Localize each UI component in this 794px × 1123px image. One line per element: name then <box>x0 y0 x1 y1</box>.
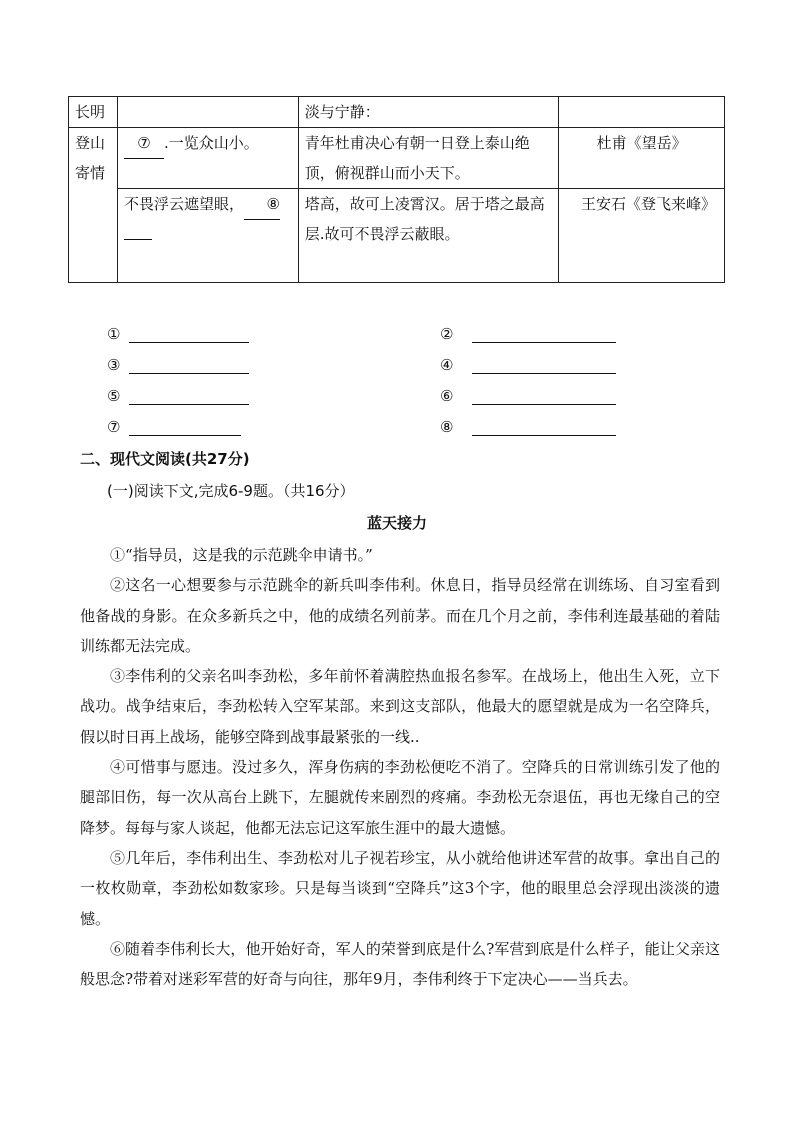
section-title: 二、现代文阅读(共27分) <box>80 450 250 468</box>
answer-item <box>440 415 616 439</box>
table-cell-meaning: 淡与宁静： <box>298 97 559 128</box>
fill-blank[interactable]: ⑧ <box>244 189 280 220</box>
answer-line[interactable] <box>472 326 616 343</box>
poetry-table <box>68 96 725 283</box>
answer-item <box>107 384 249 408</box>
table-cell-verse <box>117 128 298 189</box>
answer-line[interactable] <box>129 357 249 374</box>
article-body <box>80 540 720 994</box>
article-paragraph: ②这名一心想要参与示范跳伞的新兵叫李伟利。休息日，指导员经常在训练场、自习室看到他备战的身影。在众多新兵之中，他的成绩名列前茅。而在几个月之前，李伟利连最基础的着陆训练都无法完成。 <box>80 576 720 655</box>
verse-text: .一览众山小。 <box>163 134 259 152</box>
answer-line[interactable] <box>129 326 249 343</box>
table-cell-source <box>559 97 725 128</box>
table-cell-category: 长明 <box>69 97 118 128</box>
table-cell-source: 王安石《登飞来峰》 <box>559 189 725 283</box>
table-cell-verse <box>117 189 298 283</box>
article-paragraph: ⑤几年后，李伟利出生、李劲松对儿子视若珍宝，从小就给他讲述军营的故事。拿出自己的一枚枚勋章，李劲松如数家珍。只是每当谈到“空降兵”这3个字，他的眼里总会浮现出淡淡的遗憾。 <box>80 848 720 928</box>
answer-item <box>440 322 616 346</box>
answer-number: ⑦ <box>107 418 121 436</box>
answer-line[interactable] <box>472 388 616 405</box>
answer-line[interactable] <box>472 357 616 374</box>
table-cell-source: 杜甫《望岳》 <box>559 128 725 189</box>
fill-blank[interactable]: ⑦ <box>124 128 164 159</box>
answer-item <box>440 384 616 408</box>
answer-line[interactable] <box>472 419 616 436</box>
answer-number: ③ <box>107 356 121 374</box>
answer-number: ⑤ <box>107 387 121 405</box>
table-cell-meaning: 青年杜甫决心有朝一日登上泰山绝顶，俯视群山而小天下。 <box>298 128 559 189</box>
table-row <box>69 128 725 189</box>
table-cell-meaning: 塔高，故可上凌霄汉。居于塔之最高层.故可不畏浮云蔽眼。 <box>298 189 559 283</box>
article-title: 蓝天接力 <box>366 514 427 532</box>
answer-item <box>440 353 616 377</box>
answer-number: ⑧ <box>440 418 454 436</box>
table-row <box>69 97 725 128</box>
answer-line[interactable] <box>129 388 249 405</box>
section-subtitle: (一)阅读下文,完成6-9题。（共16分） <box>107 482 355 500</box>
table-row <box>69 189 725 283</box>
answer-item <box>107 353 249 377</box>
article-paragraph: ①“指导员，这是我的示范跳伞申请书。” <box>110 546 373 564</box>
answer-number: ④ <box>440 356 454 374</box>
fill-blank-continuation[interactable] <box>124 225 152 240</box>
answer-number: ⑥ <box>440 387 454 405</box>
answer-item <box>107 415 241 439</box>
article-paragraph: ③李伟利的父亲名叫李劲松，多年前怀着满腔热血报名参军。在战场上，他出生入死，立下战功。战争结束后，李劲松转入空军某部。来到这支部队，他最大的愿望就是成为一名空降兵，假以时日再上战场，能够空降到战事最紧张的一线.. <box>80 667 720 746</box>
answer-line[interactable] <box>129 419 241 436</box>
article-paragraph: ④可惜事与愿违。没过多久，浑身伤病的李劲松便吃不消了。空降兵的日常训练引发了他的腿部旧伤，每一次从高台上跳下，左腿就传来剧烈的疼痛。李劲松无奈退伍，再也无缘自己的空降梦。每每与家人谈起，他都无法忘记这军旅生涯中的最大遗憾。 <box>80 758 720 837</box>
answer-number: ② <box>440 325 454 343</box>
answer-number: ① <box>107 325 121 343</box>
verse-text: 不畏浮云遮望眼， <box>123 195 244 213</box>
table-cell-verse <box>117 97 298 128</box>
article-paragraph: ⑥随着李伟利长大，他开始好奇，军人的荣誉到底是什么?军营到底是什么样子，能让父亲这般思念?带着对迷彩军营的好奇与向往，那年9月，李伟利终于下定决心——当兵去。 <box>80 939 720 989</box>
answer-item <box>107 322 249 346</box>
table-cell-category: 登山寄情 <box>69 128 118 283</box>
